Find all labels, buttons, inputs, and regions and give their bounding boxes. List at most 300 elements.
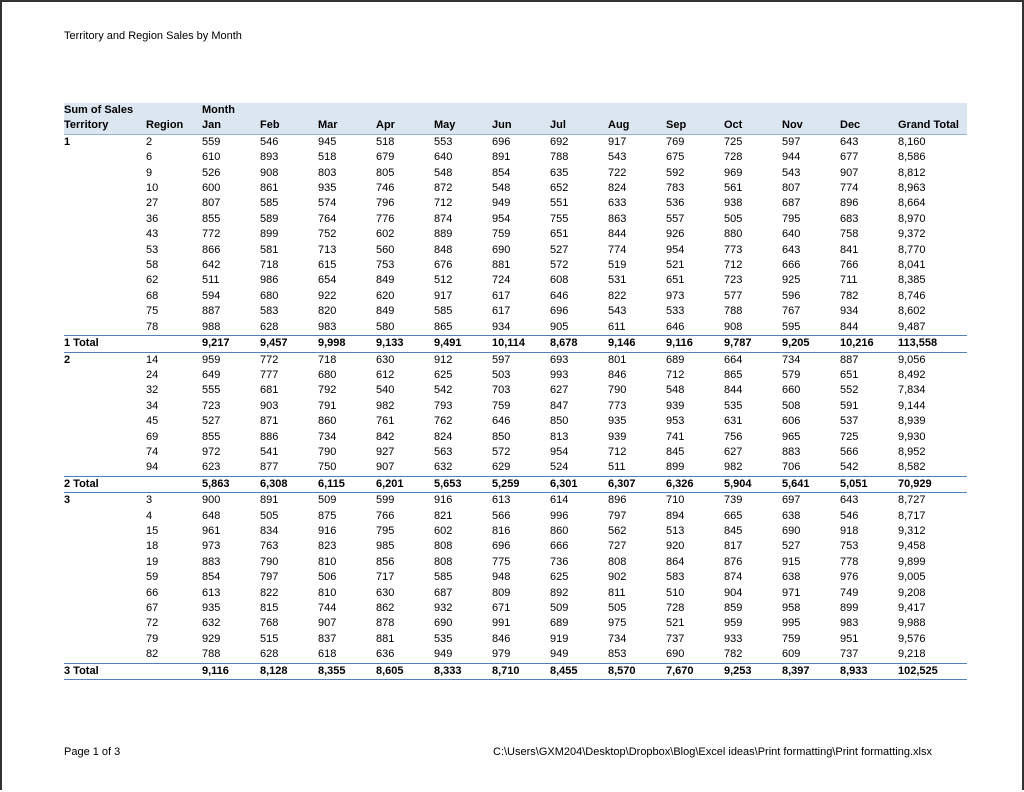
value-cell: 566	[492, 509, 511, 522]
row-total-cell: 8,727	[898, 494, 926, 507]
value-cell: 591	[840, 399, 859, 412]
row-total-cell: 9,218	[898, 648, 926, 661]
territory-cell-empty	[64, 383, 146, 398]
value-cell: 551	[550, 197, 569, 210]
region-cell: 32	[146, 384, 159, 397]
value-cell: 881	[492, 259, 511, 272]
territory-cell-empty	[64, 399, 146, 414]
value-cell: 982	[724, 461, 743, 474]
file-path: C:\Users\GXM204\Desktop\Dropbox\Blog\Excel ideas\Print formatting\Print formatting.xlsx	[493, 746, 932, 758]
total-value-cell: 6,301	[550, 476, 608, 492]
total-value-cell: 9,253	[724, 663, 782, 679]
row-total-cell: 9,417	[898, 602, 926, 614]
total-value-cell: 10,216	[840, 336, 898, 352]
value-cell: 759	[492, 399, 511, 412]
table-row	[64, 383, 967, 398]
value-cell: 521	[666, 259, 685, 272]
value-cell: 915	[782, 555, 801, 568]
total-value-cell: 9,116	[666, 336, 724, 352]
value-cell: 524	[550, 461, 569, 474]
row-total-cell: 8,746	[898, 289, 926, 302]
value-cell: 643	[840, 135, 859, 148]
value-cell: 596	[782, 289, 801, 302]
value-cell: 555	[202, 384, 221, 397]
value-cell: 706	[782, 461, 801, 474]
value-cell: 772	[260, 353, 279, 366]
value-cell: 683	[840, 212, 859, 225]
value-cell: 696	[550, 305, 569, 318]
value-cell: 788	[202, 648, 221, 661]
value-cell: 648	[202, 509, 221, 522]
value-cell: 712	[666, 368, 685, 381]
value-cell: 646	[550, 289, 569, 302]
value-cell: 690	[492, 243, 511, 256]
value-cell: 844	[840, 320, 859, 333]
value-cell: 912	[434, 353, 453, 366]
row-total-cell: 8,770	[898, 243, 926, 256]
value-cell: 505	[608, 602, 627, 614]
value-cell: 712	[608, 445, 627, 458]
value-cell: 803	[318, 166, 337, 179]
territory-cell-empty	[64, 601, 146, 616]
total-value-cell: 5,863	[202, 476, 260, 492]
value-cell: 887	[202, 305, 221, 318]
value-cell: 778	[840, 555, 859, 568]
value-cell: 891	[492, 151, 511, 164]
value-cell: 511	[608, 461, 626, 474]
total-value-cell: 6,307	[608, 476, 666, 492]
value-cell: 986	[260, 274, 279, 287]
total-value-cell: 10,114	[492, 336, 550, 352]
value-cell: 712	[724, 259, 743, 272]
value-cell: 577	[724, 289, 743, 302]
row-total-cell: 7,834	[898, 384, 926, 397]
value-cell: 774	[608, 243, 627, 256]
value-cell: 866	[202, 243, 221, 256]
value-cell: 854	[492, 166, 511, 179]
value-cell: 734	[782, 353, 801, 366]
territory-cell-empty	[64, 258, 146, 273]
value-cell: 533	[666, 305, 685, 318]
value-cell: 773	[608, 399, 627, 412]
table-row	[64, 320, 967, 336]
row-total-cell: 8,160	[898, 135, 926, 148]
corner-label: Sum of Sales	[64, 103, 146, 118]
value-cell: 509	[318, 494, 337, 507]
territory-cell-empty	[64, 304, 146, 319]
total-value-cell: 9,491	[434, 336, 492, 352]
value-cell: 711	[840, 274, 858, 287]
total-value-cell: 9,133	[376, 336, 434, 352]
month-field-label: Month	[202, 103, 260, 118]
value-cell: 543	[608, 151, 627, 164]
value-cell: 548	[492, 182, 511, 195]
value-cell: 777	[260, 368, 279, 381]
value-cell: 844	[724, 384, 743, 397]
value-cell: 991	[492, 617, 511, 630]
value-cell: 820	[318, 305, 337, 318]
table-row	[64, 150, 967, 165]
value-cell: 574	[318, 197, 337, 210]
value-cell: 617	[492, 305, 511, 318]
value-cell: 758	[840, 228, 859, 241]
value-cell: 902	[608, 571, 627, 584]
region-cell: 59	[146, 571, 159, 584]
value-cell: 675	[666, 151, 685, 164]
value-cell: 939	[608, 430, 627, 443]
territory-cell-empty	[64, 632, 146, 647]
value-cell: 841	[840, 243, 859, 256]
value-cell: 542	[434, 384, 453, 397]
value-cell: 548	[434, 166, 453, 179]
value-cell: 631	[724, 415, 743, 428]
row-total-cell: 9,988	[898, 617, 926, 630]
value-cell: 666	[782, 259, 801, 272]
value-cell: 935	[202, 602, 221, 614]
territory-cell-empty	[64, 445, 146, 460]
value-cell: 660	[782, 384, 801, 397]
value-cell: 636	[376, 648, 395, 661]
value-cell: 922	[318, 289, 337, 302]
value-cell: 996	[550, 509, 569, 522]
value-cell: 561	[724, 182, 743, 195]
value-cell: 535	[724, 399, 743, 412]
region-cell: 53	[146, 243, 159, 256]
territory-cell-empty	[64, 555, 146, 570]
region-cell: 43	[146, 228, 159, 241]
value-cell: 664	[724, 353, 743, 366]
value-cell: 917	[608, 135, 627, 148]
value-cell: 541	[260, 445, 279, 458]
value-cell: 788	[550, 151, 569, 164]
value-cell: 985	[376, 540, 395, 553]
value-cell: 632	[202, 617, 221, 630]
row-total-cell: 9,930	[898, 430, 926, 443]
value-cell: 597	[492, 353, 511, 366]
value-cell: 903	[260, 399, 279, 412]
value-cell: 859	[724, 602, 743, 614]
value-cell: 505	[260, 509, 279, 522]
value-cell: 746	[376, 182, 395, 195]
month-header: Jul	[550, 118, 608, 134]
value-cell: 899	[666, 461, 685, 474]
row-total-cell: 9,576	[898, 632, 926, 645]
region-cell: 6	[146, 151, 153, 164]
value-cell: 939	[666, 399, 685, 412]
value-cell: 864	[666, 555, 685, 568]
value-cell: 862	[376, 602, 395, 614]
region-cell: 34	[146, 399, 159, 412]
value-cell: 891	[260, 494, 279, 507]
value-cell: 886	[260, 430, 279, 443]
value-cell: 689	[550, 617, 569, 630]
value-cell: 782	[724, 648, 743, 661]
value-cell: 783	[666, 182, 685, 195]
value-cell: 837	[318, 632, 337, 645]
value-cell: 954	[550, 445, 569, 458]
table-row	[64, 289, 967, 304]
value-cell: 907	[840, 166, 859, 179]
territory-grand-total: 70,929	[898, 476, 967, 492]
value-cell: 519	[608, 259, 627, 272]
table-row	[64, 616, 967, 631]
value-cell: 646	[666, 320, 685, 333]
region-cell: 62	[146, 274, 159, 287]
value-cell: 847	[550, 399, 569, 412]
table-row	[64, 509, 967, 524]
value-cell: 734	[318, 430, 337, 443]
territory-total-spacer	[146, 336, 202, 352]
total-value-cell: 6,201	[376, 476, 434, 492]
value-cell: 883	[782, 445, 801, 458]
value-cell: 792	[318, 384, 337, 397]
total-value-cell: 9,116	[202, 663, 260, 679]
value-cell: 543	[782, 166, 801, 179]
table-row	[64, 493, 967, 509]
value-cell: 948	[492, 571, 511, 584]
value-cell: 677	[840, 151, 859, 164]
row-total-cell: 8,970	[898, 212, 926, 225]
value-cell: 518	[318, 151, 337, 164]
page-header-title: Territory and Region Sales by Month	[64, 30, 242, 42]
value-cell: 863	[608, 212, 627, 225]
row-total-cell: 8,939	[898, 415, 926, 428]
territory-total-spacer	[146, 476, 202, 492]
value-cell: 651	[840, 368, 859, 381]
value-cell: 965	[782, 430, 801, 443]
value-cell: 934	[492, 320, 511, 333]
value-cell: 583	[666, 571, 685, 584]
value-cell: 712	[434, 197, 453, 210]
value-cell: 917	[434, 289, 453, 302]
table-row	[64, 258, 967, 273]
total-value-cell: 8,355	[318, 663, 376, 679]
row-total-cell: 9,312	[898, 524, 926, 537]
value-cell: 552	[840, 384, 859, 397]
value-cell: 646	[492, 415, 511, 428]
value-cell: 509	[550, 602, 569, 614]
value-cell: 666	[550, 540, 569, 553]
value-cell: 810	[318, 586, 337, 599]
region-cell: 27	[146, 197, 159, 210]
value-cell: 850	[492, 430, 511, 443]
value-cell: 638	[782, 571, 801, 584]
value-cell: 689	[666, 353, 685, 366]
region-cell: 9	[146, 166, 153, 179]
row-total-cell: 8,492	[898, 368, 926, 381]
value-cell: 935	[608, 415, 627, 428]
value-cell: 687	[782, 197, 801, 210]
value-cell: 894	[666, 509, 685, 522]
region-cell: 14	[146, 353, 159, 366]
value-cell: 563	[434, 445, 453, 458]
value-cell: 763	[260, 540, 279, 553]
value-cell: 925	[782, 274, 801, 287]
territory-cell-empty	[64, 289, 146, 304]
value-cell: 918	[840, 524, 859, 537]
value-cell: 630	[376, 586, 395, 599]
value-cell: 737	[666, 632, 685, 645]
value-cell: 889	[434, 228, 453, 241]
total-value-cell: 5,259	[492, 476, 550, 492]
value-cell: 883	[202, 555, 221, 568]
value-cell: 546	[260, 135, 279, 148]
value-cell: 807	[202, 197, 221, 210]
value-cell: 542	[840, 461, 859, 474]
region-cell: 19	[146, 555, 159, 568]
value-cell: 817	[724, 540, 743, 553]
value-cell: 935	[318, 182, 337, 195]
value-cell: 793	[434, 399, 453, 412]
value-cell: 753	[840, 540, 859, 553]
value-cell: 638	[782, 509, 801, 522]
pivot-body	[64, 134, 967, 679]
row-total-cell: 9,005	[898, 571, 926, 584]
value-cell: 703	[492, 384, 511, 397]
value-cell: 595	[782, 320, 801, 333]
value-cell: 949	[550, 648, 569, 661]
value-cell: 860	[550, 524, 569, 537]
territory-total-row	[64, 476, 967, 492]
value-cell: 860	[318, 415, 337, 428]
value-cell: 632	[434, 461, 453, 474]
value-cell: 846	[608, 368, 627, 381]
territory-total-label: 2 Total	[64, 476, 146, 492]
value-cell: 536	[666, 197, 685, 210]
value-cell: 865	[434, 320, 453, 333]
value-cell: 813	[550, 430, 569, 443]
value-cell: 710	[666, 494, 685, 507]
value-cell: 625	[434, 368, 453, 381]
total-value-cell: 5,904	[724, 476, 782, 492]
value-cell: 628	[260, 320, 279, 333]
value-cell: 585	[434, 571, 453, 584]
value-cell: 713	[318, 243, 337, 256]
value-cell: 594	[202, 289, 221, 302]
value-cell: 958	[782, 602, 801, 614]
total-value-cell: 8,128	[260, 663, 318, 679]
value-cell: 723	[202, 399, 221, 412]
total-value-cell: 8,678	[550, 336, 608, 352]
total-value-cell: 8,455	[550, 663, 608, 679]
value-cell: 807	[782, 182, 801, 195]
territory-total-label: 3 Total	[64, 663, 146, 679]
value-cell: 580	[376, 320, 395, 333]
value-cell: 772	[202, 228, 221, 241]
value-cell: 764	[318, 212, 337, 225]
value-cell: 679	[376, 151, 395, 164]
value-cell: 615	[318, 259, 337, 272]
table-row	[64, 273, 967, 288]
value-cell: 848	[434, 243, 453, 256]
value-cell: 949	[492, 197, 511, 210]
value-cell: 690	[782, 524, 801, 537]
value-cell: 503	[492, 368, 511, 381]
value-cell: 766	[840, 259, 859, 272]
row-total-cell: 8,664	[898, 197, 926, 210]
table-row	[64, 181, 967, 196]
value-cell: 810	[318, 555, 337, 568]
value-cell: 627	[724, 445, 743, 458]
row-total-cell: 9,208	[898, 586, 926, 599]
value-cell: 961	[202, 524, 221, 537]
table-row	[64, 399, 967, 414]
value-cell: 548	[666, 384, 685, 397]
value-cell: 982	[376, 399, 395, 412]
table-row	[64, 414, 967, 429]
value-cell: 871	[260, 415, 279, 428]
value-cell: 790	[318, 445, 337, 458]
region-cell: 74	[146, 445, 159, 458]
value-cell: 899	[840, 602, 859, 614]
row-total-cell: 9,458	[898, 540, 926, 553]
value-cell: 983	[318, 320, 337, 333]
value-cell: 718	[260, 259, 279, 272]
value-cell: 527	[550, 243, 569, 256]
value-cell: 633	[608, 197, 627, 210]
value-cell: 774	[840, 182, 859, 195]
value-cell: 654	[318, 274, 337, 287]
value-cell: 797	[608, 509, 627, 522]
value-cell: 877	[260, 461, 279, 474]
row-total-cell: 8,717	[898, 509, 926, 522]
header-row-1	[64, 103, 967, 118]
value-cell: 589	[260, 212, 279, 225]
value-cell: 853	[608, 648, 627, 661]
territory-cell-empty	[64, 166, 146, 181]
value-cell: 849	[376, 274, 395, 287]
value-cell: 920	[666, 540, 685, 553]
value-cell: 821	[434, 509, 453, 522]
total-value-cell: 7,670	[666, 663, 724, 679]
row-total-cell: 9,899	[898, 555, 926, 568]
value-cell: 508	[782, 399, 801, 412]
region-cell: 4	[146, 509, 153, 522]
value-cell: 904	[724, 586, 743, 599]
value-cell: 640	[782, 228, 801, 241]
value-cell: 876	[724, 555, 743, 568]
value-cell: 874	[724, 571, 743, 584]
value-cell: 899	[260, 228, 279, 241]
value-cell: 995	[782, 617, 801, 630]
value-cell: 842	[376, 430, 395, 443]
value-cell: 671	[492, 602, 511, 614]
value-cell: 854	[202, 571, 221, 584]
total-value-cell: 6,308	[260, 476, 318, 492]
value-cell: 938	[724, 197, 743, 210]
value-cell: 693	[550, 353, 569, 366]
territory-cell-empty	[64, 616, 146, 631]
value-cell: 945	[318, 135, 337, 148]
value-cell: 776	[376, 212, 395, 225]
territory-header: Territory	[64, 118, 146, 134]
value-cell: 932	[434, 602, 453, 614]
value-cell: 768	[260, 617, 279, 630]
value-cell: 790	[608, 384, 627, 397]
table-row	[64, 212, 967, 227]
value-cell: 934	[840, 305, 859, 318]
month-header: Jan	[202, 118, 260, 134]
value-cell: 546	[840, 509, 859, 522]
value-cell: 625	[550, 571, 569, 584]
value-cell: 849	[376, 305, 395, 318]
value-cell: 976	[840, 571, 859, 584]
value-cell: 741	[666, 430, 685, 443]
value-cell: 795	[782, 212, 801, 225]
table-row	[64, 304, 967, 319]
value-cell: 643	[840, 494, 859, 507]
value-cell: 971	[782, 586, 801, 599]
